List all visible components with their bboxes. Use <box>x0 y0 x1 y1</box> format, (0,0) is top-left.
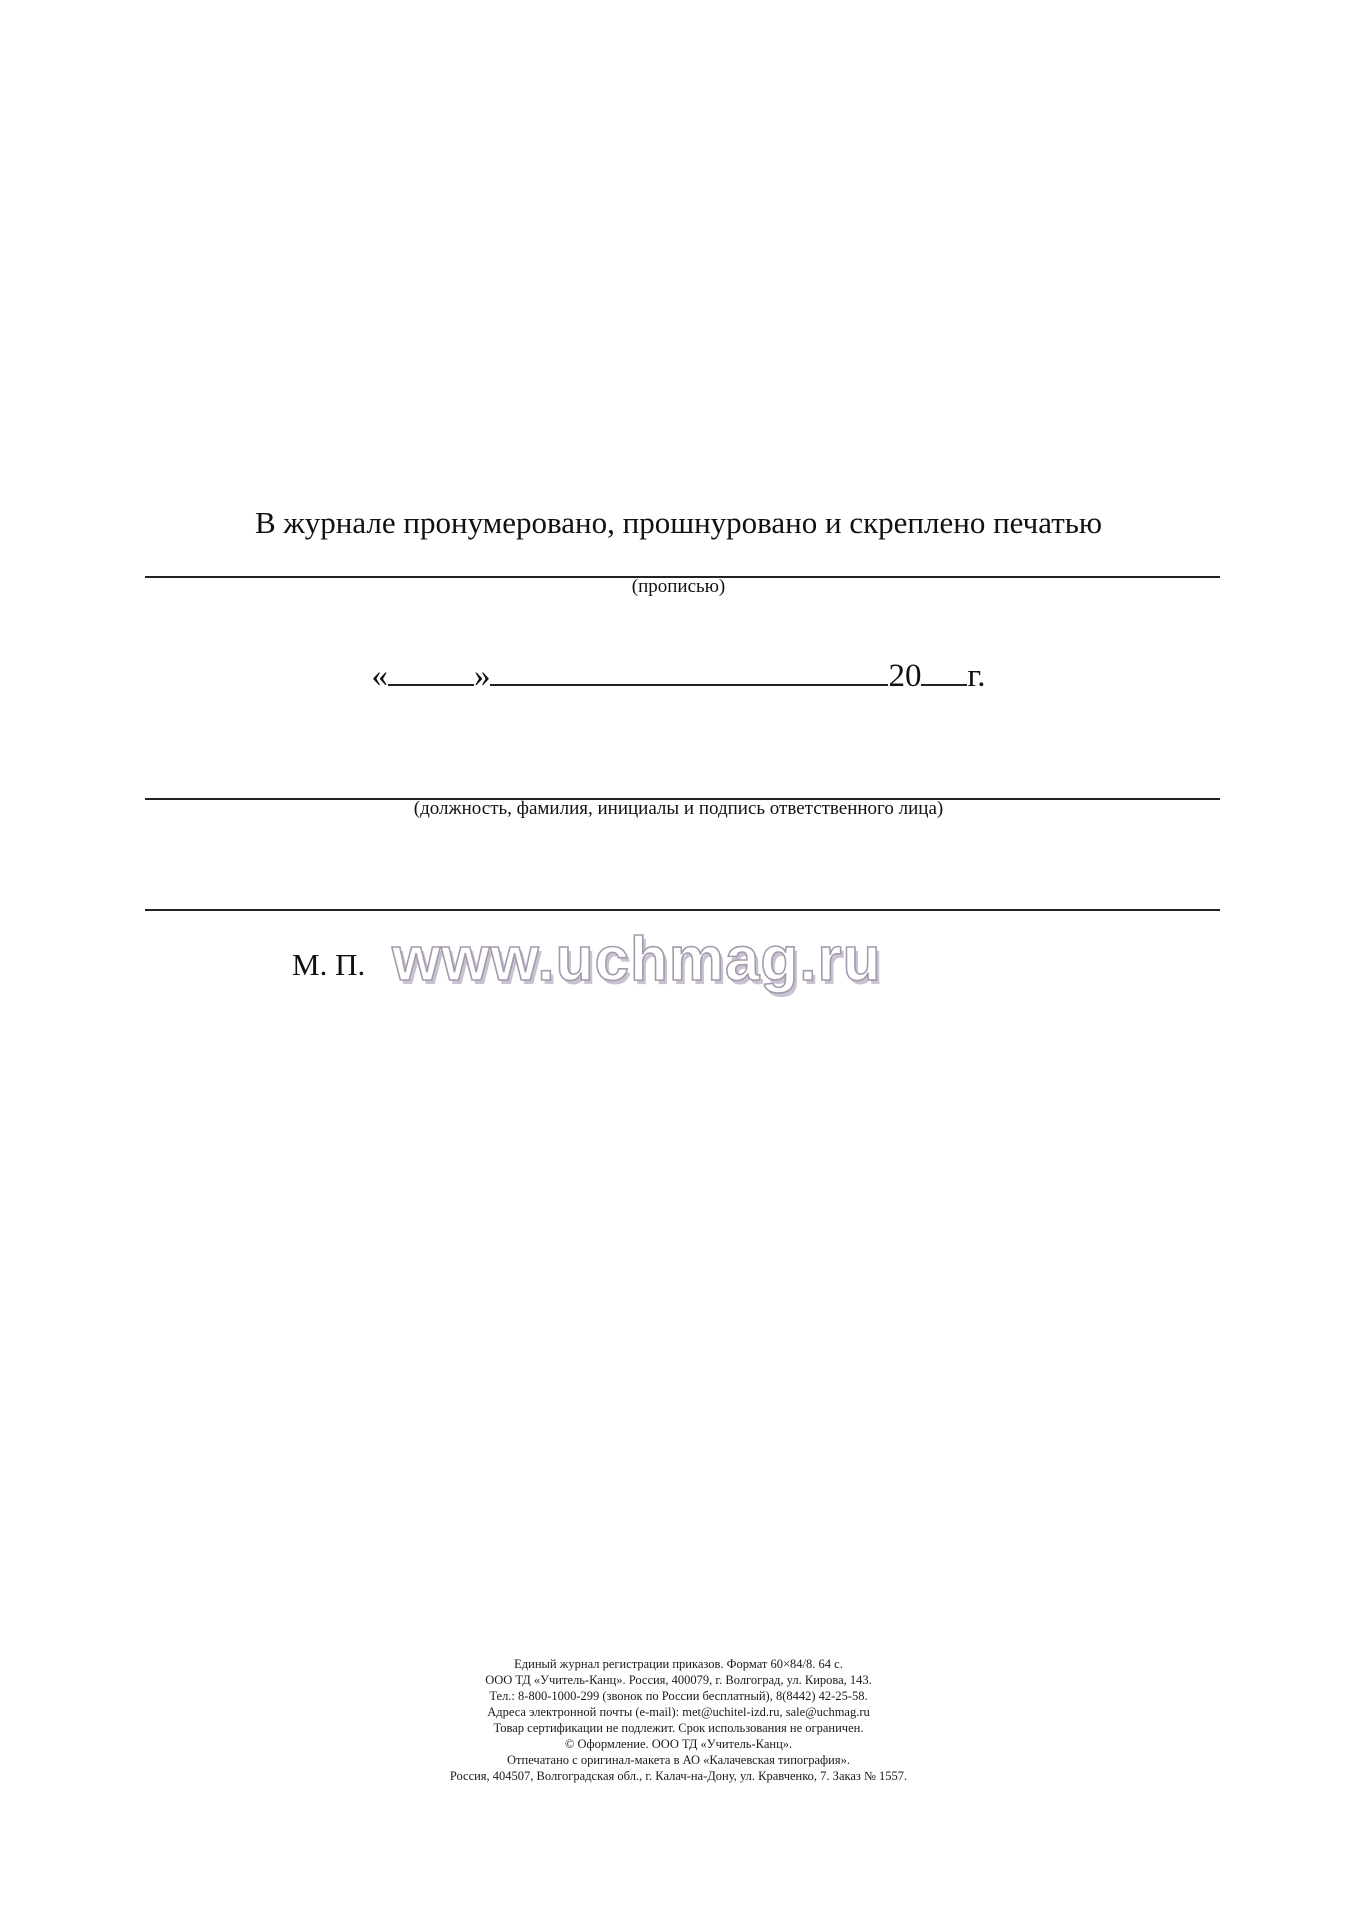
signature-line[interactable] <box>145 909 1220 911</box>
imprint-line: Единый журнал регистрации приказов. Формат 60×84/8. 64 с. <box>514 1657 843 1671</box>
year-suffix: г. <box>967 658 986 694</box>
imprint-line: ООО ТД «Учитель-Канц». Россия, 400079, г. Волгоград, ул. Кирова, 143. <box>485 1673 872 1687</box>
year-prefix: 20 <box>888 658 922 694</box>
imprint-line: © Оформление. ООО ТД «Учитель-Канц». <box>564 1737 793 1751</box>
stamp-place-label: М. П. <box>292 947 366 982</box>
month-blank[interactable] <box>490 654 888 686</box>
imprint-line: Товар сертификации не подлежит. Срок использования не ограничен. <box>493 1721 864 1735</box>
imprint-line: Адреса электронной почты (e-mail): met@uchitel-izd.ru, sale@uchmag.ru <box>487 1705 870 1719</box>
day-blank[interactable] <box>388 654 474 686</box>
imprint-line: Россия, 404507, Волгоградская обл., г. Калач-на-Дону, ул. Кравченко, 7. Заказ № 1557. <box>449 1769 908 1783</box>
imprint-line: Тел.: 8-800-1000-299 (звонок по России бесплатный), 8(8442) 42-25-58. <box>489 1689 868 1703</box>
publisher-imprint <box>0 1656 1357 1784</box>
responsible-person-caption: (должность, фамилия, инициалы и подпись ответственного лица) <box>413 798 944 819</box>
watermark: www.uchmag.ru <box>392 925 882 994</box>
year-blank[interactable] <box>921 654 967 686</box>
date-line <box>0 654 1357 696</box>
certification-heading: В журнале пронумеровано, прошнуровано и скреплено печатью <box>254 505 1103 540</box>
page-count-caption: (прописью) <box>631 576 726 597</box>
date-open-quote: « <box>371 658 388 694</box>
date-close-quote: » <box>473 658 491 694</box>
imprint-line: Отпечатано с оригинал-макета в АО «Калачевская типография». <box>507 1753 850 1767</box>
